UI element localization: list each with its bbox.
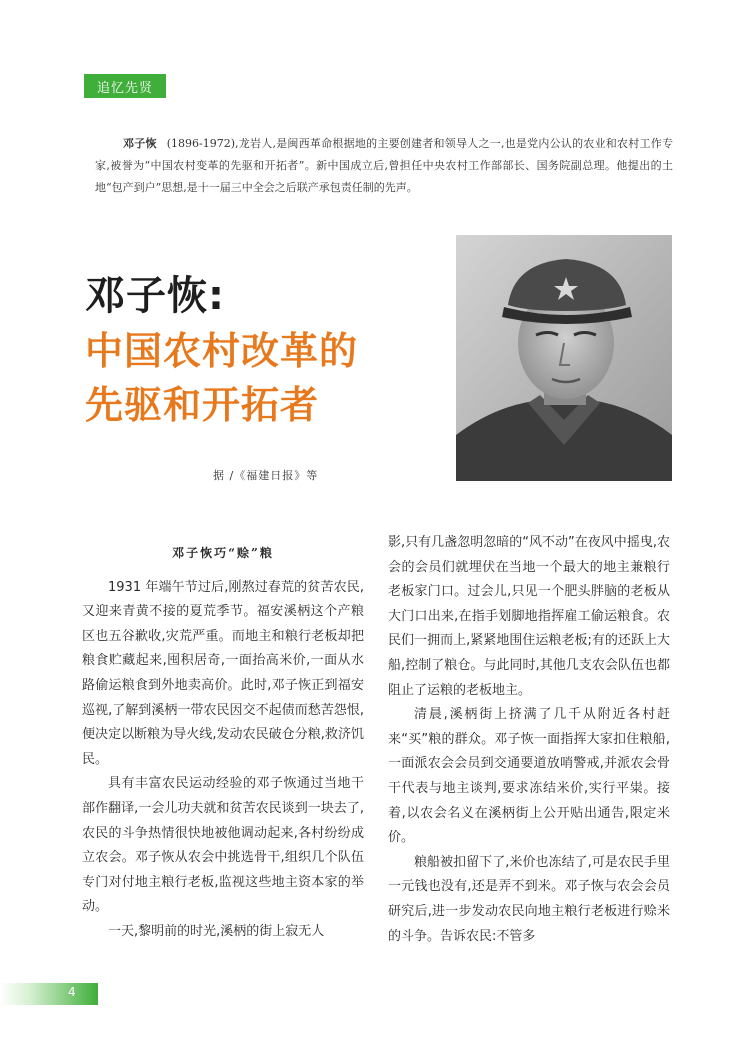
source-credit: 据 /《福建日报》等	[213, 469, 319, 482]
intro-name: 邓子恢	[123, 137, 157, 150]
body-paragraph-continued: 影,只有几盏忽明忽暗的“风不动”在夜风中摇曳,农会的会员们就埋伏在当地一个最大的地主兼粮行老板家门口。过会儿,只见一个肥头胖脑的老板从大门口出来,在指手划脚地指挥雇工偷运粮食。农民们一拥而上,紧紧地围住运粮老板;有的还跃上大船,控制了粮仓。与此同时,其他几支农会队伍也都阻止了运粮的老板地主。	[388, 535, 670, 698]
section-subheading: 邓子恢巧“赊”粮	[172, 546, 274, 560]
page-number: 4	[68, 985, 76, 999]
body-paragraph: 粮船被扣留下了,米价也冻结了,可是农民手里一元钱也没有,还是弄不到米。邓子恢与农会会员研究后,进一步发动农民向地主粮行老板进行赊米的斗争。告诉农民:不管多	[388, 854, 670, 944]
title-main: 邓子恢:	[85, 273, 225, 319]
intro-text: (1896-1972),龙岩人,是闽西革命根据地的主要创建者和领导人之一,也是党内公认的农业和农村工作专家,被誉为“中国农村变革的先驱和开拓者”。新中国成立后,曾担任中央农村工作部部长、国务院副总理。他提出的土地“包产到户”思想,是十一届三中全会之后联产承包责任制的先声。	[95, 137, 673, 194]
author-intro	[95, 133, 673, 199]
page-number-bar	[0, 983, 98, 1005]
title-subtitle-line-2: 先驱和开拓者	[85, 383, 320, 427]
title-subtitle-line-1: 中国农村改革的	[85, 329, 359, 373]
right-column	[388, 531, 670, 949]
body-paragraph: 清晨,溪柄街上挤满了几千从附近各村赶来“买”粮的群众。邓子恢一面指挥大家扣住粮船,一面派农会会员到交通要道放哨警戒,并派农会骨干代表与地主谈判,要求冻结米价,实行平粜。接着,以农会名义在溪柄街上公开贴出通告,限定米价。	[388, 707, 670, 846]
left-column	[82, 531, 364, 945]
portrait-photo	[456, 235, 672, 481]
body-paragraph: 具有丰富农民运动经验的邓子恢通过当地干部作翻译,一会儿功夫就和贫苦农民谈到一块去了,农民的斗争热情很快地被他调动起来,各村纷纷成立农会。邓子恢从农会中挑选骨干,组织几个队伍专门对付地主粮行老板,监视这些地主资本家的举动。	[82, 776, 364, 915]
body-paragraph: 1931 年端午节过后,刚熬过春荒的贫苦农民,又迎来青黄不接的夏荒季节。福安溪柄这个产粮区也五谷歉收,灾荒严重。而地主和粮行老板却把粮食贮藏起来,囤积居奇,一面抬高米价,一面从水路偷运粮食到外地卖高价。此时,邓子恢正到福安巡视,了解到溪柄一带农民因交不起债而愁苦怨恨,便决定以断粮为导火线,发动农民破仓分粮,救济饥民。	[82, 579, 364, 767]
section-tag: 追忆先贤	[84, 74, 166, 98]
body-paragraph: 一天,黎明前的时光,溪柄的街上寂无人	[108, 923, 325, 939]
article-title	[85, 270, 358, 432]
